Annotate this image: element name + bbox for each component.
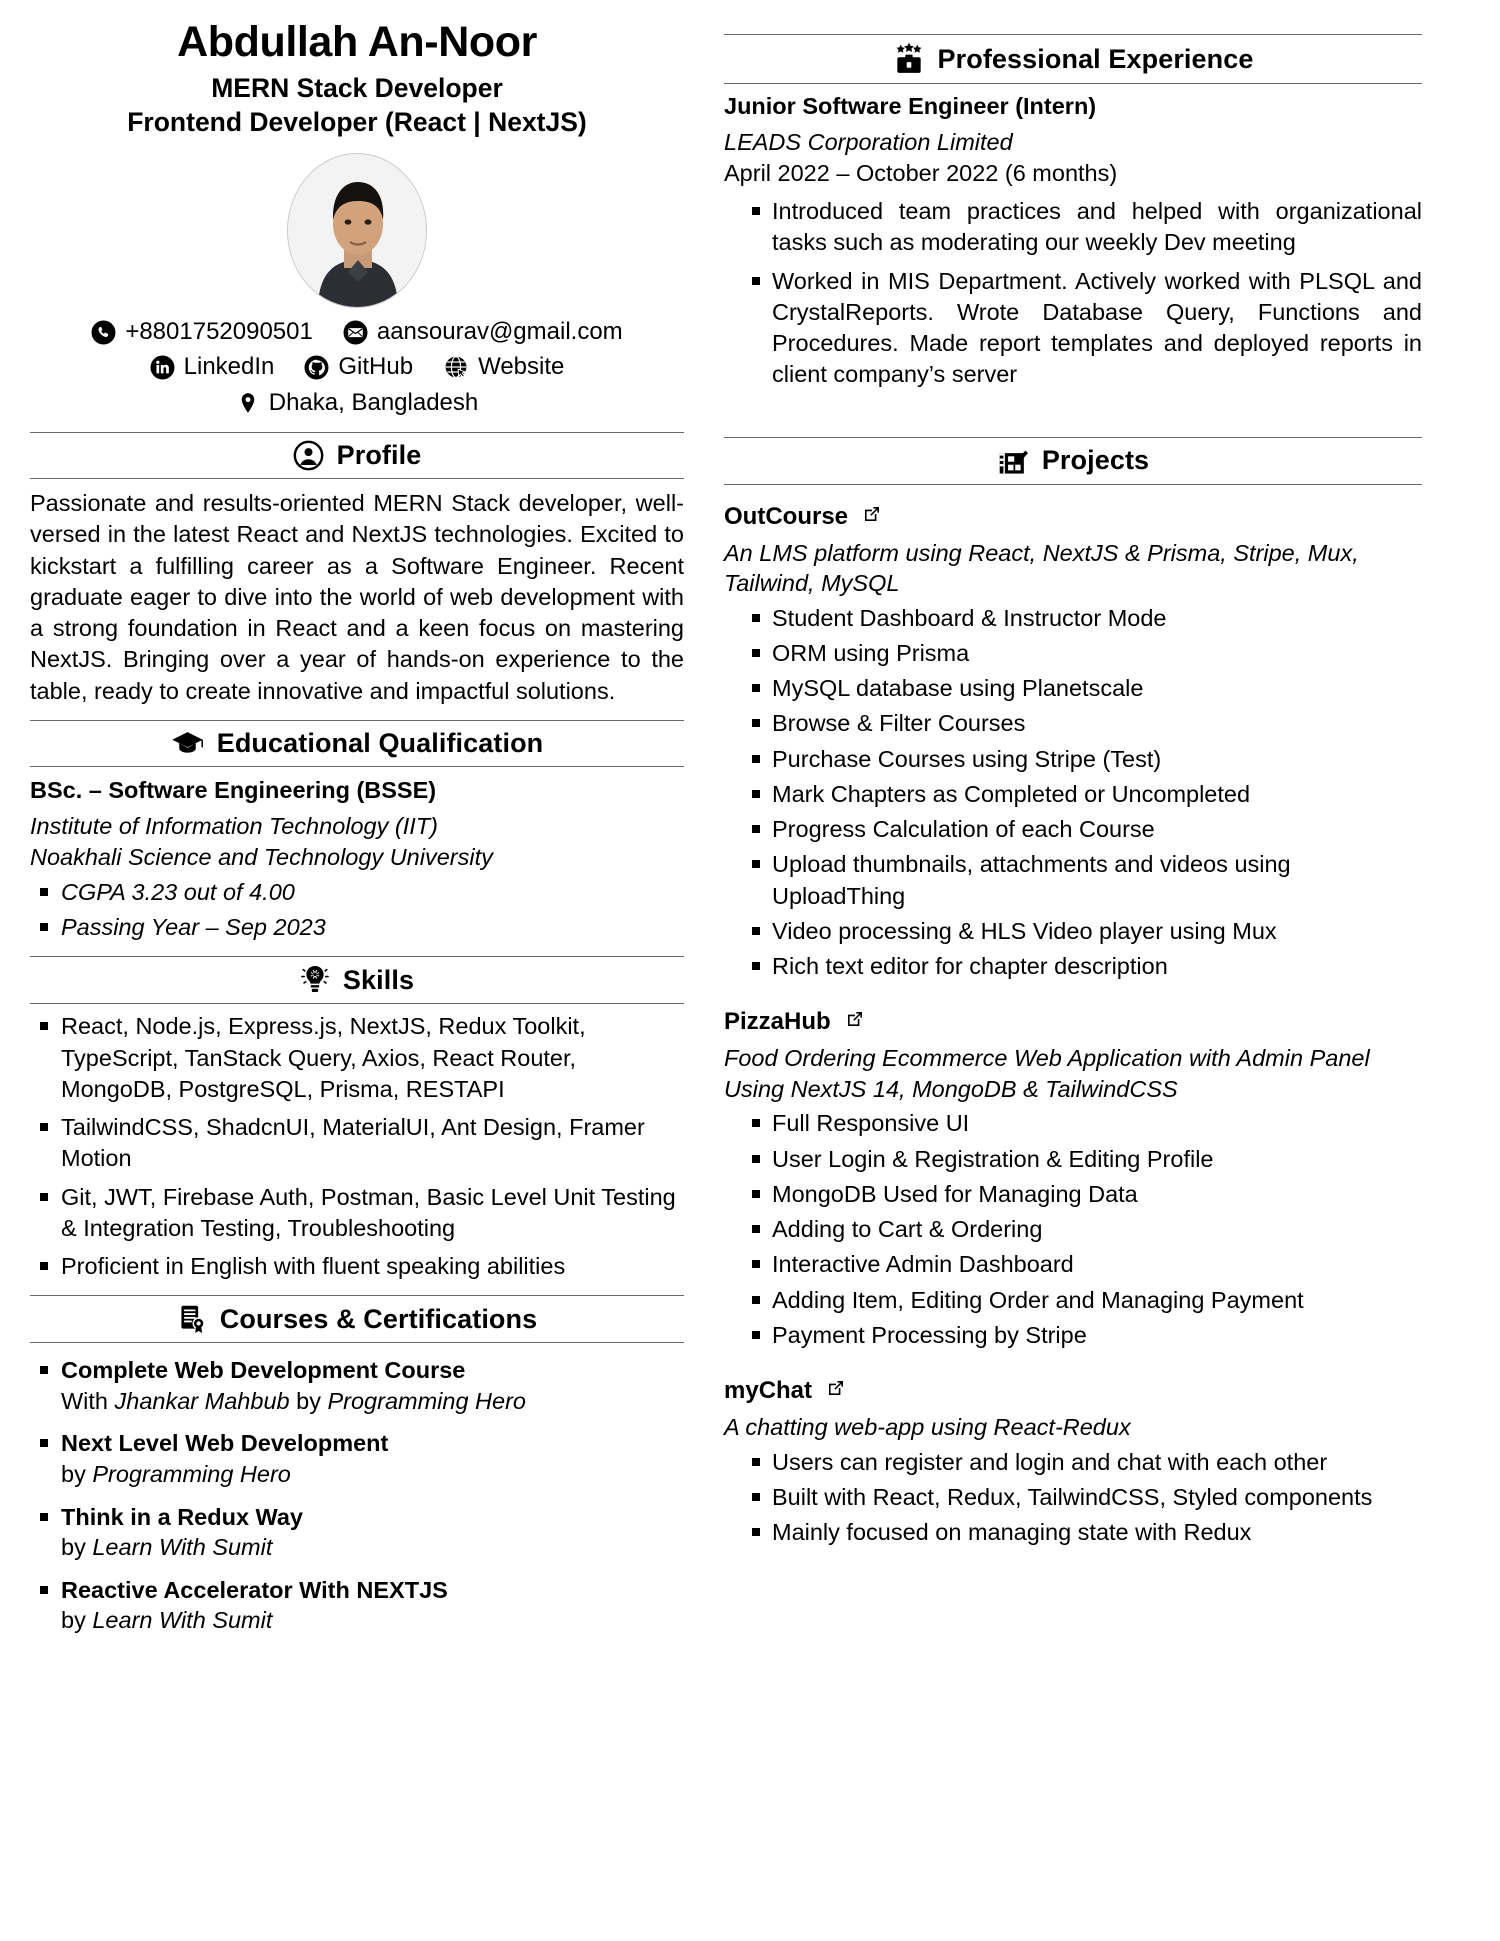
- section-header-profile: [30, 432, 684, 479]
- list-item: MongoDB Used for Managing Data: [724, 1179, 1422, 1210]
- list-item: Users can register and login and chat with each other: [724, 1447, 1422, 1478]
- experience-points: [724, 196, 1422, 391]
- list-item: [30, 1428, 684, 1489]
- section-title-skills: Skills: [342, 964, 415, 995]
- project-name: OutCourse: [724, 502, 849, 530]
- list-item: Full Responsive UI: [724, 1108, 1422, 1139]
- section-title-education: Educational Qualification: [216, 727, 544, 758]
- section-title-profile: Profile: [336, 440, 422, 471]
- section-education: [30, 720, 684, 944]
- list-item: TailwindCSS, ShadcnUI, MaterialUI, Ant Design, Framer Motion: [30, 1112, 684, 1175]
- section-projects: [724, 437, 1422, 1549]
- course-provider: [61, 1386, 684, 1417]
- course-by-prefix: by: [61, 1461, 93, 1487]
- list-item: Passing Year – Sep 2023: [30, 912, 684, 943]
- list-item: React, Node.js, Express.js, NextJS, Redux Toolkit, TypeScript, TanStack Query, Axios, React Router, MongoDB, PostgreSQL, Prisma, RESTAPI: [30, 1011, 684, 1105]
- list-item: Proficient in English with fluent speaking abilities: [30, 1251, 684, 1282]
- education-institute-line-1: Institute of Information Technology (IIT): [30, 812, 438, 839]
- list-item: Introduced team practices and helped with organizational tasks such as moderating our weekly Dev meeting: [724, 196, 1422, 259]
- linkedin-link[interactable]: [150, 351, 275, 383]
- list-item: Video processing & HLS Video player using Mux: [724, 916, 1422, 947]
- contact-row-2: [30, 351, 684, 383]
- profile-text: Passionate and results-oriented MERN Stack developer, well-versed in the latest React and NextJS technologies. Excited to kickstart a fulfilling career as a Software Engineer. Recent graduate eager to dive into the world of web development with a strong foundation in React and a keen focus on mastering NextJS. Bringing over a year of hands-on experience to the table, ready to create innovative and impactful solutions.: [30, 490, 684, 704]
- skills-list: [30, 1011, 684, 1282]
- experience-entry: [724, 93, 1422, 391]
- section-title-experience: Professional Experience: [937, 43, 1254, 74]
- project-item: [724, 503, 1422, 983]
- list-item: Adding Item, Editing Order and Managing Payment: [724, 1285, 1422, 1316]
- section-experience: [724, 34, 1422, 391]
- linkedin-text: LinkedIn: [183, 353, 275, 381]
- list-item: CGPA 3.23 out of 4.00: [30, 877, 684, 908]
- education-degree: BSc. – Software Engineering (BSSE): [30, 776, 437, 803]
- location-pin-icon: [236, 391, 260, 415]
- project-item: [724, 1008, 1422, 1351]
- avatar-wrapper: [30, 153, 684, 308]
- course-by-prefix: by: [61, 1534, 93, 1561]
- list-item: Built with React, Redux, TailwindCSS, Styled components: [724, 1482, 1422, 1513]
- list-item: Mark Chapters as Completed or Uncompleted: [724, 779, 1422, 810]
- website-text: Website: [478, 353, 565, 381]
- project-header: [724, 503, 1422, 531]
- education-points: [30, 877, 684, 944]
- list-item: Student Dashboard & Instructor Mode: [724, 603, 1422, 634]
- page-title: Abdullah An-Noor: [177, 18, 537, 66]
- course-provider: [61, 1459, 684, 1490]
- linkedin-icon: [150, 355, 175, 380]
- list-item: Interactive Admin Dashboard: [724, 1249, 1422, 1280]
- person-circle-icon: [293, 440, 324, 471]
- phone-icon: [91, 320, 116, 345]
- list-item: Upload thumbnails, attachments and videos using UploadThing: [724, 849, 1422, 912]
- list-item: Progress Calculation of each Course: [724, 814, 1422, 845]
- external-link-icon[interactable]: [862, 503, 882, 531]
- phone-contact[interactable]: [91, 316, 313, 348]
- section-profile: [30, 432, 684, 707]
- project-header: [724, 1008, 1422, 1036]
- section-skills: [30, 956, 684, 1282]
- section-title-projects: Projects: [1041, 445, 1150, 476]
- course-title: Complete Web Development Course: [61, 1357, 466, 1384]
- section-header-courses: [30, 1295, 684, 1343]
- profile-photo-illustration: [288, 154, 427, 308]
- experience-period: April 2022 – October 2022 (6 months): [724, 160, 1118, 187]
- list-item: MySQL database using Planetscale: [724, 673, 1422, 704]
- list-item: User Login & Registration & Editing Profile: [724, 1144, 1422, 1175]
- website-link[interactable]: [443, 351, 564, 383]
- course-instructor: Jhankar Mahbub: [114, 1387, 290, 1414]
- project-header: [724, 1377, 1422, 1405]
- project-points: [724, 1447, 1422, 1549]
- course-provider-name: Learn With Sumit: [92, 1534, 273, 1561]
- job-title-line-2: Frontend Developer (React | NextJS): [127, 106, 587, 137]
- section-title-courses: Courses & Certifications: [219, 1303, 538, 1334]
- project-description: A chatting web-app using React-Redux: [724, 1414, 1131, 1441]
- course-by-prefix: With: [61, 1387, 115, 1414]
- graduation-cap-icon: [171, 728, 204, 759]
- contact-row-3: [30, 387, 684, 419]
- experience-company: LEADS Corporation Limited: [724, 129, 1013, 155]
- project-name: PizzaHub: [724, 1008, 831, 1036]
- list-item: Git, JWT, Firebase Auth, Postman, Basic Level Unit Testing & Integration Testing, Troubleshooting: [30, 1182, 684, 1245]
- list-item: Payment Processing by Stripe: [724, 1320, 1422, 1351]
- external-link-icon[interactable]: [826, 1377, 846, 1405]
- section-courses: [30, 1295, 684, 1635]
- experience-role: Junior Software Engineer (Intern): [724, 93, 1097, 119]
- list-item: Purchase Courses using Stripe (Test): [724, 744, 1422, 775]
- course-provider: [61, 1532, 684, 1563]
- location-contact: [236, 387, 478, 419]
- certificate-icon: [177, 1303, 207, 1335]
- github-icon: [304, 355, 329, 380]
- course-title: Think in a Redux Way: [61, 1503, 303, 1530]
- list-item: [30, 1355, 684, 1416]
- project-points: [724, 1108, 1422, 1351]
- email-contact[interactable]: [343, 316, 623, 348]
- course-by-mid: by: [289, 1387, 328, 1414]
- list-item: Rich text editor for chapter description: [724, 951, 1422, 982]
- list-item: ORM using Prisma: [724, 638, 1422, 669]
- education-institute-line-2: Noakhali Science and Technology University: [30, 843, 493, 870]
- course-provider: [61, 1605, 684, 1636]
- list-item: Mainly focused on managing state with Redux: [724, 1517, 1422, 1548]
- email-text: aansourav@gmail.com: [376, 317, 623, 345]
- section-header-experience: [724, 34, 1422, 84]
- course-by-prefix: by: [61, 1607, 93, 1634]
- course-provider-name: Programming Hero: [92, 1461, 291, 1487]
- project-description: Food Ordering Ecommerce Web Application with Admin Panel Using NextJS 14, MongoDB & TailwindCSS: [724, 1045, 1370, 1102]
- award-briefcase-icon: [893, 42, 925, 76]
- course-title: Next Level Web Development: [61, 1430, 389, 1457]
- course-provider-name: Programming Hero: [327, 1387, 526, 1414]
- list-item: Adding to Cart & Ordering: [724, 1214, 1422, 1245]
- section-header-skills: [30, 956, 684, 1004]
- external-link-icon[interactable]: [845, 1008, 865, 1036]
- lightbulb-gear-icon: [300, 964, 330, 996]
- globe-icon: [443, 354, 469, 380]
- blueprint-icon: [997, 445, 1029, 477]
- list-item: Worked in MIS Department. Actively worked with PLSQL and CrystalReports. Wrote Database Query, Functions and Procedures. Made report templates and deployed reports in client company’s server: [724, 266, 1422, 391]
- list-item: Browse & Filter Courses: [724, 708, 1422, 739]
- course-provider-name: Learn With Sumit: [92, 1607, 273, 1634]
- project-points: [724, 603, 1422, 983]
- contact-row-1: [30, 316, 684, 348]
- course-title: Reactive Accelerator With NEXTJS: [61, 1576, 448, 1603]
- phone-text: +8801752090501: [125, 317, 313, 345]
- email-icon: [343, 320, 368, 345]
- list-item: [30, 1502, 684, 1563]
- list-item: [30, 1575, 684, 1636]
- job-title-line-1: MERN Stack Developer: [211, 73, 503, 104]
- project-item: [724, 1377, 1422, 1548]
- avatar: [287, 153, 427, 308]
- github-link[interactable]: [304, 351, 413, 383]
- section-header-education: [30, 720, 684, 767]
- github-text: GitHub: [338, 353, 414, 381]
- section-header-projects: [724, 437, 1422, 485]
- project-description: An LMS platform using React, NextJS & Prisma, Stripe, Mux, Tailwind, MySQL: [724, 539, 1359, 597]
- left-column: [30, 18, 702, 1941]
- right-column: [702, 18, 1422, 1941]
- project-name: myChat: [724, 1377, 813, 1405]
- location-text: Dhaka, Bangladesh: [268, 388, 479, 416]
